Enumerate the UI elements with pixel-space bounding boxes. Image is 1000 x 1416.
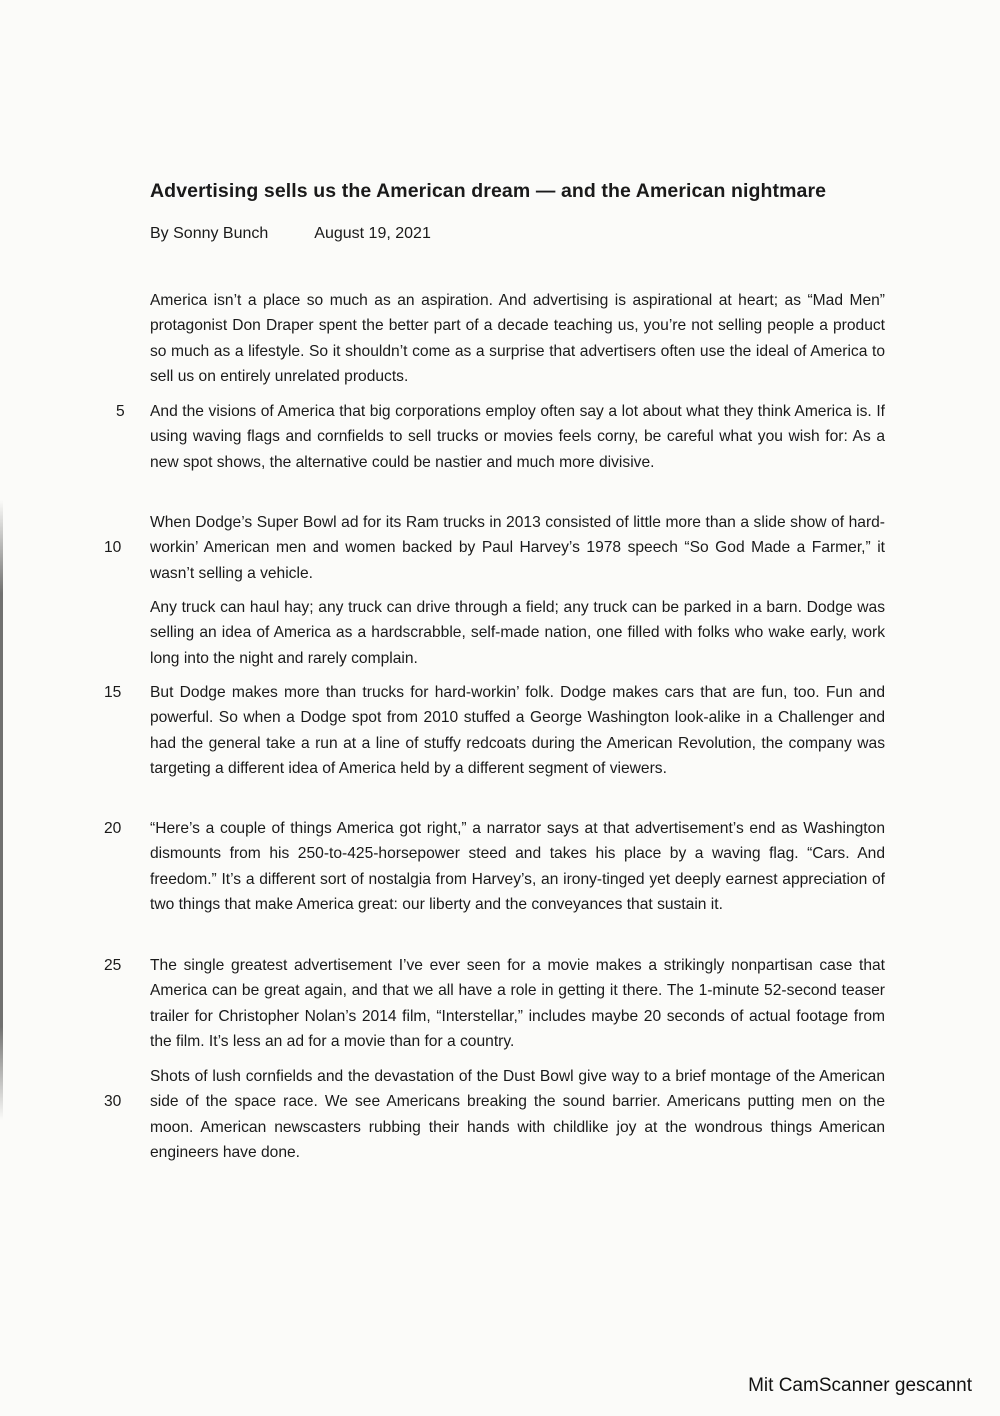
paragraph-2: And the visions of America that big corporations employ often say a lot about what they think America is. If using waving flags and cornfields to sell trucks or movies feels corny, be careful what you wish for: As a new spot shows, the alternative could be nastier and much more divisive. bbox=[150, 403, 885, 471]
line-number: 10 bbox=[104, 539, 122, 556]
scan-edge-shadow bbox=[0, 500, 3, 1120]
author: By Sonny Bunch bbox=[150, 225, 269, 242]
line-number: 30 bbox=[104, 1093, 122, 1110]
byline bbox=[150, 225, 431, 243]
paragraph-4: Any truck can haul hay; any truck can drive through a field; any truck can be parked in a barn. Dodge was selling an idea of America as a hardscrabble, self-made nation, one filled with folks who wake early, work long into the night and rarely complain. bbox=[150, 599, 885, 667]
paragraph-8: Shots of lush cornfields and the devastation of the Dust Bowl give way to a brief montage of the American side of the space race. We see Americans breaking the sound barrier. Americans putting men on the moon. American newscasters rubbing their hands with childlike joy at the wondrous things American engineers have done. bbox=[150, 1068, 885, 1161]
line-number: 20 bbox=[104, 820, 122, 837]
paragraph-1: America isn’t a place so much as an aspiration. And advertising is aspirational at heart; as “Mad Men” protagonist Don Draper spent the better part of a decade teaching us, you’re not selling people a product so much as a lifestyle. So it shouldn’t come as a surprise that advertisers often use the ideal of America to sell us on entirely unrelated products. bbox=[150, 292, 885, 385]
line-number: 25 bbox=[104, 957, 122, 974]
scanner-watermark: Mit CamScanner gescannt bbox=[748, 1375, 972, 1396]
paragraph-6: “Here’s a couple of things America got right,” a narrator says at that advertisement’s end as Washington dismounts from his 250-to-425-horsepower steed and takes his place by a waving flag. “Cars. And freedom.” It’s a different sort of nostalgia from Harvey’s, an irony-tinged yet deeply earnest appreciation of two things that make America great: our liberty and the conveyances that sustain it. bbox=[150, 820, 885, 913]
paragraph-3: When Dodge’s Super Bowl ad for its Ram trucks in 2013 consisted of little more than a slide show of hard-workin’ American men and women backed by Paul Harvey’s 1978 speech “So God Made a Farmer,” it wasn’t selling a vehicle. bbox=[150, 514, 885, 582]
paragraph-7: The single greatest advertisement I’ve ever seen for a movie makes a strikingly nonpartisan case that America can be great again, and that we all have a role in getting it there. The 1-minute 52-second teaser trailer for Christopher Nolan’s 2014 film, “Interstellar,” includes maybe 20 seconds of actual footage from the film. It’s less an ad for a movie than for a country. bbox=[150, 957, 885, 1050]
line-number: 15 bbox=[104, 684, 122, 701]
line-number: 5 bbox=[116, 403, 125, 420]
publish-date: August 19, 2021 bbox=[314, 225, 431, 242]
article-title: Advertising sells us the American dream — and the American nightmare bbox=[150, 180, 827, 202]
paragraph-5: But Dodge makes more than trucks for hard-workin’ folk. Dodge makes cars that are fun, too. Fun and powerful. So when a Dodge spot from 2010 stuffed a George Washington look-alike in a Challenger and had the general take a run at a line of stuffy redcoats during the American Revolution, the company was targeting a different idea of America held by a different segment of viewers. bbox=[150, 684, 885, 777]
